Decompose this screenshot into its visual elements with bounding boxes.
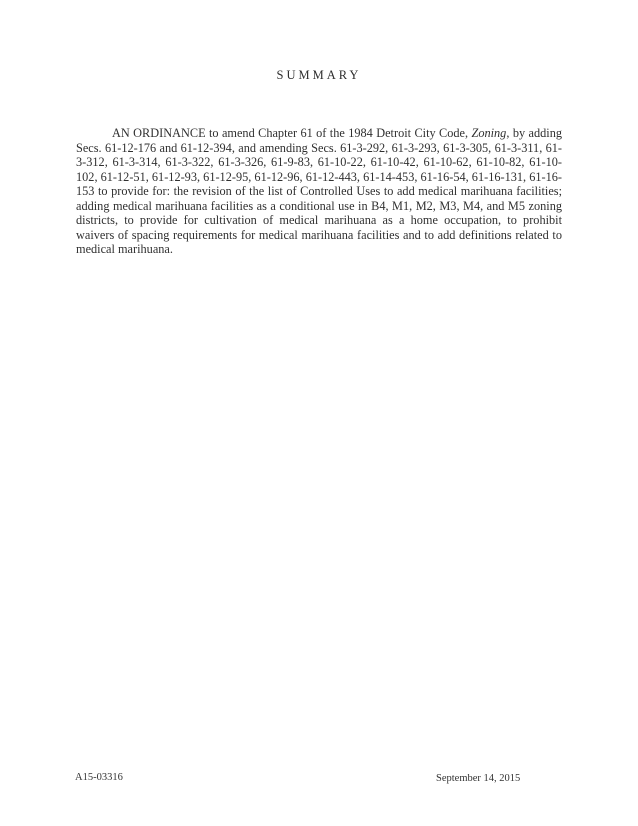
zoning-emphasis: Zoning [471,126,507,140]
document-date: September 14, 2015 [436,773,521,784]
document-title: SUMMARY [276,68,362,82]
document-number: A15-03316 [75,772,123,783]
paragraph-text-start: AN ORDINANCE to amend Chapter 61 of the 1984 Detroit City Code, [112,126,472,140]
ordinance-summary-paragraph [76,126,562,257]
paragraph-text-rest: , by adding Secs. 61-12-176 and 61-12-394, and amending Secs. 61-3-292, 61-3-293, 61-3-305, 61-3-311, 61-3-312, 61-3-314, 61-3-322, 61-3-326, 61-9-83, 61-10-22, 61-10-42, 61-10-62, 61-10-82, 61-10-102, 61-12-51, 61-12-93, 61-12-95, 61-12-96, 61-12-443, 61-14-453, 61-16-54, 61-16-131, 61-16-153 to provide for: the revision of the list of Controlled Uses to add medical marihuana facilities; adding medical marihuana facilities as a conditional use in B4, M1, M2, M3, M4, and M5 zoning districts, to provide for cultivation of medical marihuana as a home occupation, to prohibit waivers of spacing requirements for medical marihuana facilities and to add definitions related to medical marihuana. [76,126,562,256]
